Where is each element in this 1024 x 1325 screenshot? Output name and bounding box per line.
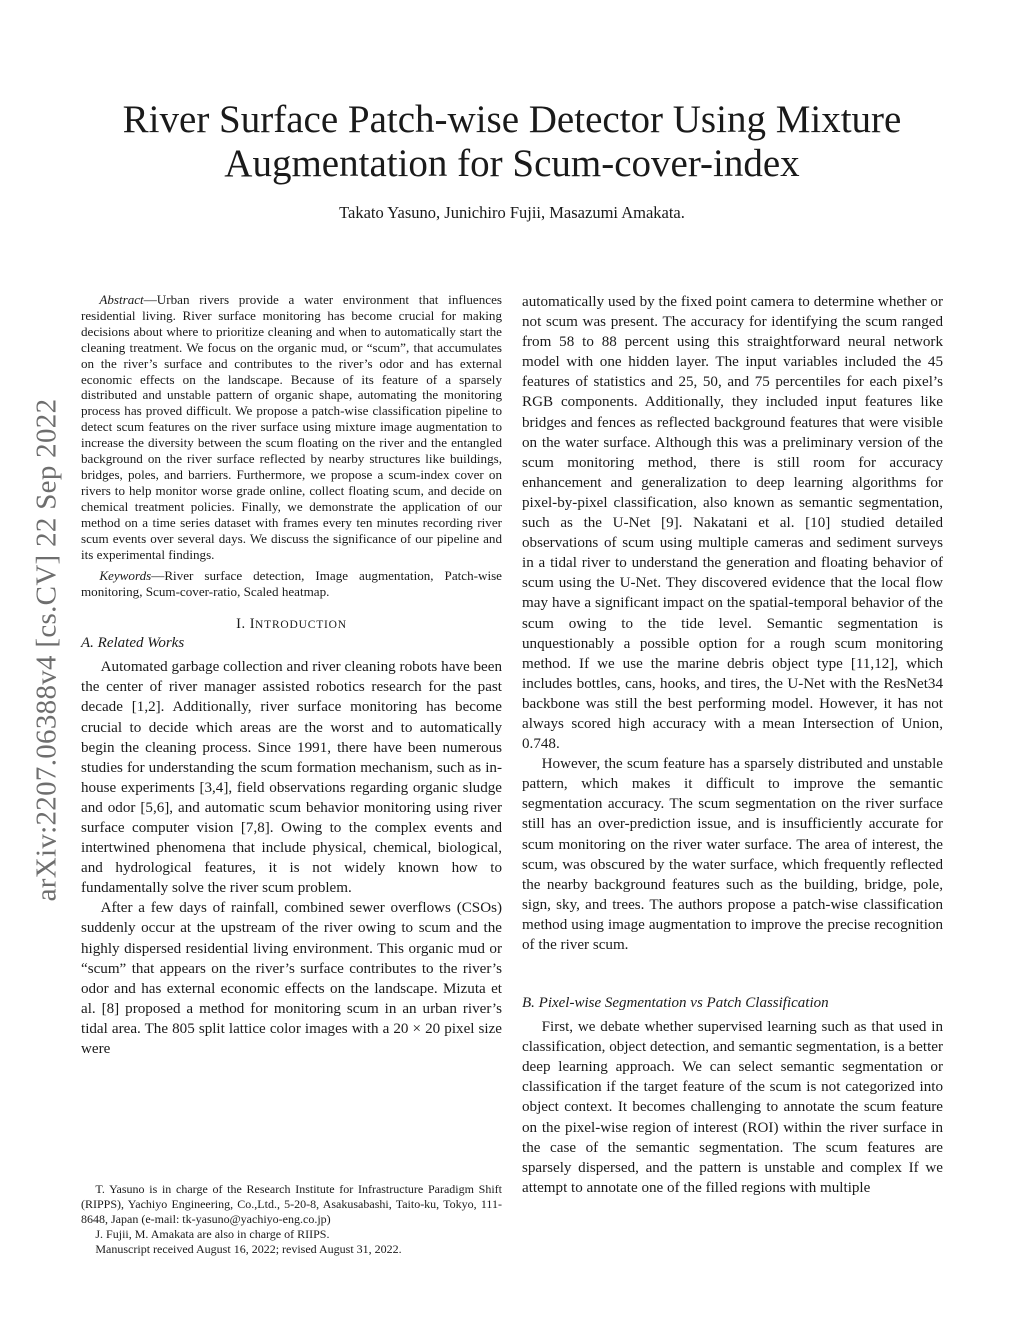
author-list: Takato Yasuno, Junichiro Fujii, Masazumi Amakata.: [339, 203, 685, 222]
arxiv-sidebar-stamp: [29, 350, 65, 950]
arxiv-identifier: arXiv:2207.06388v4 [cs.CV] 22 Sep 2022: [30, 398, 63, 902]
body-paragraph: After a few days of rainfall, combined sewer overflows (CSOs) suddenly occur at the upstream of the river owing to scum and the highly dispersed residential living environment. This organic mud or “scum” that appears on the river’s surface contributes to the river’s odor and has external economic effects on the landscape. Mizuta et al. [8] proposed a method for monitoring scum in an urban river’s tidal area. The 805 split lattice color images with a 20 × 20 pixel size were: [81, 900, 502, 1057]
left-column: [81, 292, 502, 1059]
body-paragraph: Automated garbage collection and river cleaning robots have been the center of river manager assisted robotics research for the past decade [1,2]. Additionally, river surface monitoring has become crucial to decide which areas are the worst and to automatically begin the cleaning process. Since 1991, there have been numerous studies for understanding the scum formation mechanism, such as in-house experiments [3,4], field observations regarding organic sludge and odor [5,6], and automatic scum behavior monitoring using river surface computer vision [7,8]. Owing to the complex events and intertwined phenomena that include physical, chemical, biological, and hydrological features, it is not widely known how to fundamentally solve the river scum problem.: [81, 659, 502, 897]
keywords-label: Keywords: [99, 568, 152, 584]
section-title-smallcaps: NTRODUCTION: [255, 619, 347, 632]
section-numeral: I. I: [236, 616, 256, 633]
title-line-1: River Surface Patch-wise Detector Using Mixture: [122, 98, 902, 141]
title-line-2: Augmentation for Scum-cover-index: [224, 142, 800, 185]
body-paragraph-continued: automatically used by the fixed point camera to determine whether or not scum was present. The accuracy for identifying the scum ranged from 58 to 88 percent using this straightforward neural network model with one hidden layer. The input variables included the 45 features of statistics and 25, 50, and 75 percentiles for each pixel’s RGB components. Additionally, they included input features like bridges and fences as reflected background features that were visible on the water surface. Although this was a preliminary version of the scum monitoring method, there is still room for accuracy enhancement and generalization to deep learning algorithms for pixel-by-pixel classification, also known as semantic segmentation, such as the U-Net [9]. Nakatani et al. [10] studied detailed observations of scum using multiple cameras and sediment surveys in a tidal river to understand the generation and floating behavior of scum using the U-Net. They discovered evidence that the local flow may have a significant impact on the spatial-temporal behavior of the scum owing to the tide level. Semantic segmentation is unquestionably a possible option for a rough scum monitoring method. If we use the marine debris object type [11,12], which includes bottles, cans, hooks, and tires, the U-Net with the ResNet34 backbone was still the best performing model. However, it has not always scored high accuracy with a mean Intersection of Union, 0.748.: [522, 294, 943, 753]
footnote-manuscript-dates: Manuscript received August 16, 2022; revised August 31, 2022.: [95, 1242, 402, 1256]
section-heading-introduction: [81, 616, 502, 633]
body-paragraph: However, the scum feature has a sparsely distributed and unstable pattern, which makes it difficult to improve the semantic segmentation accuracy. The scum segmentation on the river surface still has an over-prediction issue, and is insufficiently accurate for scum monitoring on the river water surface. The area of interest, the scum, was obscured by the water surface, which frequently reflected the nearby background features such as the building, bridge, pole, sign, sky, and trees. The authors propose a patch-wise classification method using image augmentation to improve the precise recognition of the river scum.: [522, 756, 943, 953]
subsection-heading-pixel-vs-patch: B. Pixel-wise Segmentation vs Patch Classification: [522, 995, 829, 1012]
abstract-block: [81, 292, 502, 600]
paper-title: [60, 98, 964, 186]
body-paragraph: First, we debate whether supervised learning such as that used in classification, object detection, and semantic segmentation, is a better deep learning approach. We can select semantic segmentation or classification if the target feature of the scum is not categorized into object context. It becomes challenging to annotate the scum feature on the pixel-wise region of interest (ROI) within the river surface in the case of the semantic segmentation. The scum features are sparsely dispersed, and the pattern is unstable and complex If we attempt to annotate one of the filled regions with multiple: [522, 1019, 943, 1196]
abstract-label: Abstract: [99, 292, 144, 307]
left-body-text: [81, 657, 502, 1059]
keywords-text: —River surface detection, Image augmentation, Patch-wise monitoring, Scum-cover-ratio, Scaled heatmap.: [81, 568, 502, 600]
abstract-text: —Urban rivers provide a water environment that influences residential living. River surface monitoring has become crucial for making decisions about where to prioritize cleaning and when to automatically start the cleaning treatment. We focus on the organic mud, or “scum”, that accumulates on the river’s surface and contributes to the river’s odor and has external economic effects on the landscape. Because of its feature of a sparsely distributed and unstable pattern of organic shape, automating the monitoring process has proved difficult. We propose a patch-wise classification pipeline to detect scum features on the river surface using mixture image augmentation to increase the diversity between the scum floating on the river and the entangled background on the river surface reflected by nearby structures like buildings, bridges, poles, and barriers. Furthermore, we propose a scum-index cover on rivers to help monitor worse grade online, collect floating scum, and decide on chemical treatment policies. Finally, we demonstrate the application of our method on a time series dataset with frames every ten minutes recording river scum events over several days. We discuss the significance of our pipeline and its experimental findings.: [81, 292, 502, 562]
subsection-heading-related-works: A. Related Works: [81, 635, 185, 652]
keywords-paragraph: [81, 568, 502, 600]
footnotes: [81, 1182, 502, 1257]
footnote-affiliation: T. Yasuno is in charge of the Research Institute for Infrastructure Paradigm Shift (RIPPS), Yachiyo Engineering, Co.,Ltd., 5-20-8, Asakusabashi, Taito-ku, Tokyo, 111-8648, Japan (e-mail: tk-yasuno@yachiyo-eng.co.jp): [81, 1182, 502, 1226]
abstract-paragraph: [81, 292, 502, 562]
footnote-coauthors: J. Fujii, M. Amakata are also in charge of RIIPS.: [95, 1227, 330, 1241]
right-column: [522, 292, 943, 1198]
